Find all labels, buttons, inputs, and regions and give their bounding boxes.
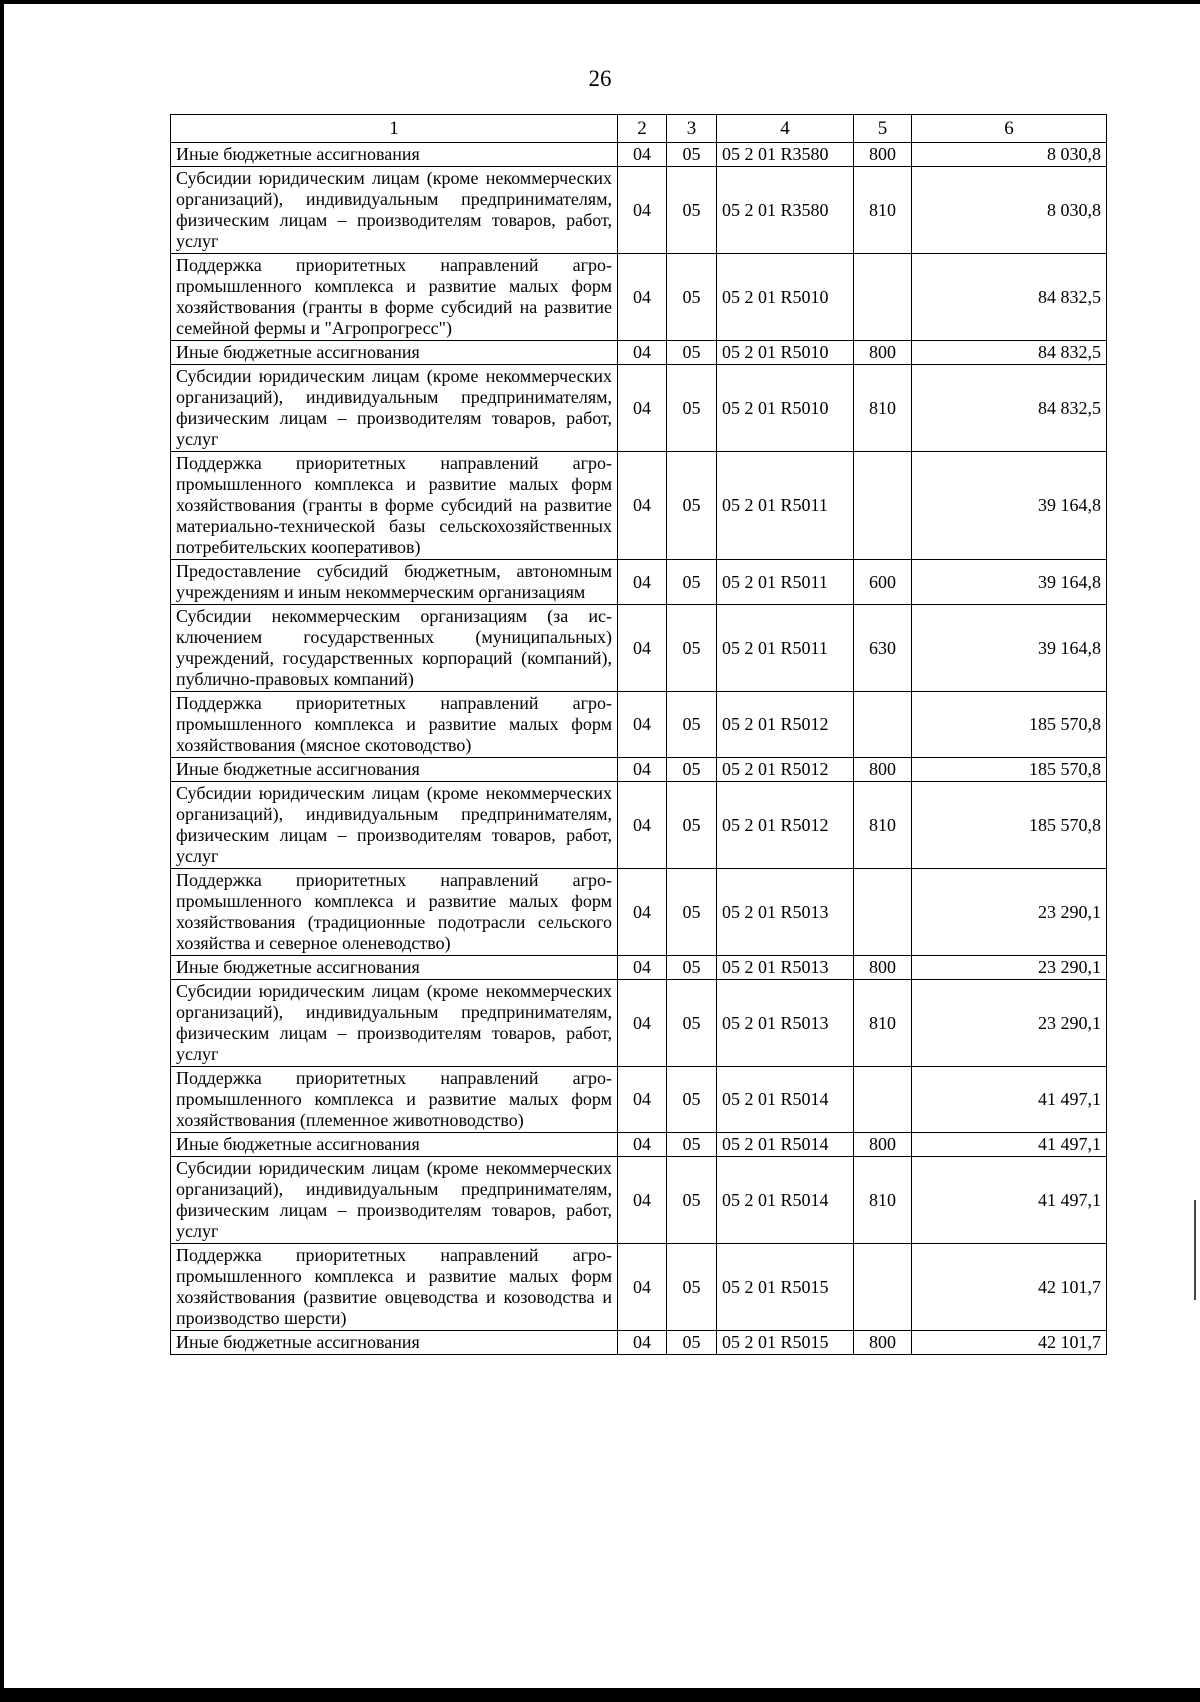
row-name-cell: Иные бюджетные ассигнования xyxy=(171,1331,618,1355)
row-target-code-cell: 05 2 01 R5015 xyxy=(717,1331,854,1355)
header-cell-5: 5 xyxy=(854,115,912,143)
row-amount-cell: 41 497,1 xyxy=(912,1157,1107,1244)
table-row xyxy=(171,341,1107,365)
row-subsection-cell: 05 xyxy=(667,980,717,1067)
row-target-code-cell: 05 2 01 R3580 xyxy=(717,143,854,167)
row-name-cell: Иные бюджетные ассигнования xyxy=(171,956,618,980)
row-target-code-cell: 05 2 01 R5013 xyxy=(717,869,854,956)
row-target-code-cell: 05 2 01 R5011 xyxy=(717,452,854,560)
row-name-cell: Поддержка приоритетных направлений агропромышленного комплекса и развитие малых форм хозяйствования (развитие овцеводства и козоводства и производство шерсти) xyxy=(171,1244,618,1331)
row-name-cell: Иные бюджетные ассигнования xyxy=(171,143,618,167)
row-section-cell: 04 xyxy=(618,869,667,956)
table-row xyxy=(171,782,1107,869)
row-subsection-cell: 05 xyxy=(667,782,717,869)
row-section-cell: 04 xyxy=(618,1157,667,1244)
header-cell-4: 4 xyxy=(717,115,854,143)
table-row xyxy=(171,1244,1107,1331)
table-row xyxy=(171,1067,1107,1133)
scan-border-top xyxy=(0,0,1200,4)
row-section-cell: 04 xyxy=(618,1133,667,1157)
row-target-code-cell: 05 2 01 R5010 xyxy=(717,365,854,452)
row-subsection-cell: 05 xyxy=(667,341,717,365)
row-amount-cell: 39 164,8 xyxy=(912,452,1107,560)
table-row xyxy=(171,254,1107,341)
row-name-cell: Поддержка приоритетных направлений агропромышленного комплекса и развитие малых форм хозяйствования (традиционные подотрасли сельского хозяйства и северное оленеводство) xyxy=(171,869,618,956)
row-expense-type-cell: 800 xyxy=(854,956,912,980)
table-row xyxy=(171,869,1107,956)
row-section-cell: 04 xyxy=(618,560,667,605)
row-name-cell: Предоставление субсидий бюджетным, автономным учреждениям и иным некоммерческим организациям xyxy=(171,560,618,605)
row-subsection-cell: 05 xyxy=(667,1133,717,1157)
row-expense-type-cell xyxy=(854,692,912,758)
row-section-cell: 04 xyxy=(618,254,667,341)
row-amount-cell: 185 570,8 xyxy=(912,692,1107,758)
row-target-code-cell: 05 2 01 R5013 xyxy=(717,980,854,1067)
row-section-cell: 04 xyxy=(618,980,667,1067)
row-expense-type-cell: 600 xyxy=(854,560,912,605)
row-subsection-cell: 05 xyxy=(667,605,717,692)
row-section-cell: 04 xyxy=(618,365,667,452)
row-subsection-cell: 05 xyxy=(667,452,717,560)
row-section-cell: 04 xyxy=(618,341,667,365)
header-cell-1: 1 xyxy=(171,115,618,143)
row-expense-type-cell: 810 xyxy=(854,782,912,869)
row-expense-type-cell xyxy=(854,452,912,560)
row-expense-type-cell: 800 xyxy=(854,1331,912,1355)
row-target-code-cell: 05 2 01 R5011 xyxy=(717,605,854,692)
table-row xyxy=(171,1157,1107,1244)
row-subsection-cell: 05 xyxy=(667,1244,717,1331)
row-amount-cell: 8 030,8 xyxy=(912,167,1107,254)
row-amount-cell: 23 290,1 xyxy=(912,869,1107,956)
row-name-cell: Субсидии юридическим лицам (кроме некоммерческих организаций), индивидуальным предпринимателям, физическим лицам – производителям товаров, работ, услуг xyxy=(171,365,618,452)
row-expense-type-cell: 630 xyxy=(854,605,912,692)
table-row xyxy=(171,365,1107,452)
row-section-cell: 04 xyxy=(618,782,667,869)
row-subsection-cell: 05 xyxy=(667,254,717,341)
row-expense-type-cell: 800 xyxy=(854,758,912,782)
row-section-cell: 04 xyxy=(618,167,667,254)
row-name-cell: Поддержка приоритетных направлений агропромышленного комплекса и развитие малых форм хозяйствования (племенное животноводство) xyxy=(171,1067,618,1133)
row-target-code-cell: 05 2 01 R5012 xyxy=(717,782,854,869)
row-target-code-cell: 05 2 01 R5014 xyxy=(717,1067,854,1133)
row-name-cell: Субсидии юридическим лицам (кроме некоммерческих организаций), индивидуальным предпринимателям, физическим лицам – производителям товаров, работ, услуг xyxy=(171,980,618,1067)
row-expense-type-cell: 810 xyxy=(854,167,912,254)
row-target-code-cell: 05 2 01 R3580 xyxy=(717,167,854,254)
row-subsection-cell: 05 xyxy=(667,869,717,956)
row-target-code-cell: 05 2 01 R5010 xyxy=(717,254,854,341)
row-amount-cell: 41 497,1 xyxy=(912,1133,1107,1157)
table-row xyxy=(171,143,1107,167)
row-name-cell: Субсидии юридическим лицам (кроме некоммерческих организаций), индивидуальным предпринимателям, физическим лицам – производителям товаров, работ, услуг xyxy=(171,782,618,869)
table-row xyxy=(171,605,1107,692)
row-expense-type-cell: 800 xyxy=(854,1133,912,1157)
table-row xyxy=(171,692,1107,758)
row-expense-type-cell xyxy=(854,1067,912,1133)
row-target-code-cell: 05 2 01 R5011 xyxy=(717,560,854,605)
row-target-code-cell: 05 2 01 R5015 xyxy=(717,1244,854,1331)
row-name-cell: Поддержка приоритетных направлений агропромышленного комплекса и развитие малых форм хозяйствования (гранты в форме субсидий на развитие материально-технической базы сельскохозяйственных потребительских кооперативов) xyxy=(171,452,618,560)
row-target-code-cell: 05 2 01 R5010 xyxy=(717,341,854,365)
row-name-cell: Иные бюджетные ассигнования xyxy=(171,1133,618,1157)
table-row xyxy=(171,452,1107,560)
row-amount-cell: 185 570,8 xyxy=(912,782,1107,869)
row-section-cell: 04 xyxy=(618,1331,667,1355)
row-amount-cell: 84 832,5 xyxy=(912,341,1107,365)
row-expense-type-cell: 800 xyxy=(854,341,912,365)
row-name-cell: Иные бюджетные ассигнования xyxy=(171,341,618,365)
row-name-cell: Поддержка приоритетных направлений агропромышленного комплекса и развитие малых форм хозяйствования (гранты в форме субсидий на развитие семейной фермы и "Агропрогресс") xyxy=(171,254,618,341)
row-expense-type-cell xyxy=(854,1244,912,1331)
row-target-code-cell: 05 2 01 R5013 xyxy=(717,956,854,980)
table-row xyxy=(171,167,1107,254)
header-cell-3: 3 xyxy=(667,115,717,143)
row-target-code-cell: 05 2 01 R5014 xyxy=(717,1157,854,1244)
row-name-cell: Поддержка приоритетных направлений агропромышленного комплекса и развитие малых форм хозяйствования (мясное скотоводство) xyxy=(171,692,618,758)
row-amount-cell: 23 290,1 xyxy=(912,956,1107,980)
table-header-row xyxy=(171,115,1107,143)
row-amount-cell: 185 570,8 xyxy=(912,758,1107,782)
row-amount-cell: 84 832,5 xyxy=(912,254,1107,341)
row-section-cell: 04 xyxy=(618,1244,667,1331)
row-target-code-cell: 05 2 01 R5012 xyxy=(717,758,854,782)
row-expense-type-cell: 810 xyxy=(854,365,912,452)
scan-border-bottom xyxy=(0,1688,1200,1702)
table-body xyxy=(171,143,1107,1355)
row-target-code-cell: 05 2 01 R5014 xyxy=(717,1133,854,1157)
header-cell-2: 2 xyxy=(618,115,667,143)
scan-border-right xyxy=(1194,1200,1196,1300)
row-subsection-cell: 05 xyxy=(667,758,717,782)
row-subsection-cell: 05 xyxy=(667,1331,717,1355)
row-amount-cell: 41 497,1 xyxy=(912,1067,1107,1133)
page-number: 26 xyxy=(588,66,612,91)
table-row xyxy=(171,560,1107,605)
row-amount-cell: 39 164,8 xyxy=(912,560,1107,605)
row-target-code-cell: 05 2 01 R5012 xyxy=(717,692,854,758)
row-expense-type-cell: 810 xyxy=(854,1157,912,1244)
table-row xyxy=(171,758,1107,782)
row-subsection-cell: 05 xyxy=(667,956,717,980)
row-amount-cell: 23 290,1 xyxy=(912,980,1107,1067)
header-cell-6: 6 xyxy=(912,115,1107,143)
row-section-cell: 04 xyxy=(618,758,667,782)
row-subsection-cell: 05 xyxy=(667,560,717,605)
row-amount-cell: 42 101,7 xyxy=(912,1331,1107,1355)
row-section-cell: 04 xyxy=(618,956,667,980)
row-amount-cell: 39 164,8 xyxy=(912,605,1107,692)
row-subsection-cell: 05 xyxy=(667,167,717,254)
table-row xyxy=(171,1331,1107,1355)
row-subsection-cell: 05 xyxy=(667,1067,717,1133)
row-section-cell: 04 xyxy=(618,605,667,692)
table-row xyxy=(171,980,1107,1067)
row-expense-type-cell: 800 xyxy=(854,143,912,167)
row-section-cell: 04 xyxy=(618,1067,667,1133)
row-expense-type-cell xyxy=(854,254,912,341)
row-section-cell: 04 xyxy=(618,143,667,167)
row-subsection-cell: 05 xyxy=(667,692,717,758)
table-row xyxy=(171,956,1107,980)
row-name-cell: Субсидии юридическим лицам (кроме некоммерческих организаций), индивидуальным предпринимателям, физическим лицам – производителям товаров, работ, услуг xyxy=(171,1157,618,1244)
row-amount-cell: 42 101,7 xyxy=(912,1244,1107,1331)
row-amount-cell: 84 832,5 xyxy=(912,365,1107,452)
budget-table xyxy=(170,114,1107,1355)
row-name-cell: Субсидии некоммерческим организациям (за исключением государственных (муниципальных) учреждений, государственных корпораций (компаний), публично-правовых компаний) xyxy=(171,605,618,692)
row-subsection-cell: 05 xyxy=(667,1157,717,1244)
row-name-cell: Субсидии юридическим лицам (кроме некоммерческих организаций), индивидуальным предпринимателям, физическим лицам – производителям товаров, работ, услуг xyxy=(171,167,618,254)
row-section-cell: 04 xyxy=(618,452,667,560)
row-name-cell: Иные бюджетные ассигнования xyxy=(171,758,618,782)
row-section-cell: 04 xyxy=(618,692,667,758)
row-subsection-cell: 05 xyxy=(667,365,717,452)
row-expense-type-cell: 810 xyxy=(854,980,912,1067)
row-subsection-cell: 05 xyxy=(667,143,717,167)
row-amount-cell: 8 030,8 xyxy=(912,143,1107,167)
table-row xyxy=(171,1133,1107,1157)
scan-border-left xyxy=(0,0,4,1702)
row-expense-type-cell xyxy=(854,869,912,956)
